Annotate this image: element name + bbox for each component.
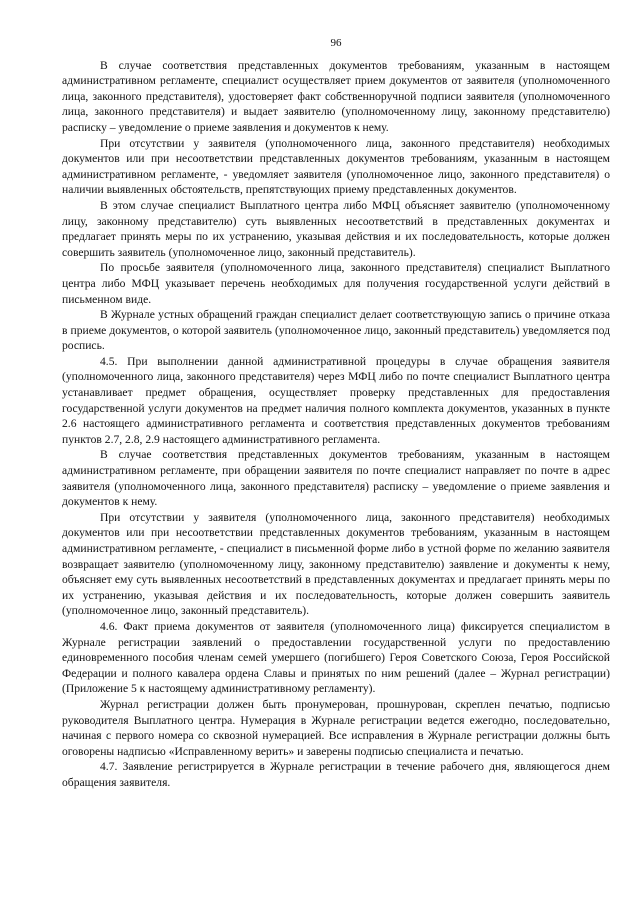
- paragraph-postal-acceptance: В случае соответствия представленных документов требованиям, указанным в настоящем административном регламенте, при обращении заявителя по почте специалист направляет по почте в адрес заявителя (уполномоченного лица, законного представителя) расписку – уведомление о приеме заявления и документов к нему.: [62, 448, 610, 509]
- document-page: [62, 36, 610, 791]
- paragraph-4-5: 4.5. При выполнении данной административной процедуры в случае обращения заявителя (уполномоченного лица, законного представителя) через МФЦ либо по почте специалист Выплатного центра устанавливает предмет обращения, осуществляет проверку представленных для предоставления государственной услуги документов на предмет наличия полного комплекта документов, указанных в пункте 2.6 настоящего административного регламента и соответствия представленных документов требованиям пунктов 2.7, 2.8, 2.9 настоящего административного регламента.: [62, 354, 610, 446]
- paragraph-4-6: 4.6. Факт приема документов от заявителя (уполномоченного лица) фиксируется специалистом в Журнале регистрации заявлений о предоставлении государственной услуги по предоставлению единовременного пособия членам семей умершего (погибшего) Героя Советского Союза, Героя Российской Федерации и полного кавалера ордена Славы и принятых по ним решений (далее – Журнал регистрации) (Приложение 5 к настоящему административному регламенту).: [62, 619, 610, 696]
- paragraph-written-list: По просьбе заявителя (уполномоченного лица, законного представителя) специалист Выплатного центра либо МФЦ указывает перечень необходимых для получения государственной услуги действий в письменном виде.: [62, 261, 610, 306]
- paragraph-missing-documents: При отсутствии у заявителя (уполномоченного лица, законного представителя) необходимых документов или при несоответствии представленных документов требованиям, указанным в настоящем административном регламенте, - уведомляет заявителя (уполномоченное лицо, законного представителя) о наличии выявленных обстоятельств, препятствующих приему представленных документов.: [62, 136, 610, 197]
- paragraph-journal-rules: Журнал регистрации должен быть пронумерован, прошнурован, скреплен печатью, подписью руководителя Выплатного центра. Нумерация в Журнале регистрации ведется ежегодно, последовательно, начиная с первого номера со сквозной нумерацией. Все исправления в Журнале регистрации должны быть оговорены надписью «Исправленному верить» и заверены подписью специалиста и печатью.: [62, 697, 610, 758]
- paragraph-oral-journal: В Журнале устных обращений граждан специалист делает соответствующую запись о причине отказа в приеме документов, о которой заявитель (уполномоченное лицо, законный представитель) уведомляется под роспись.: [62, 308, 610, 353]
- paragraph-4-7: 4.7. Заявление регистрируется в Журнале регистрации в течение рабочего дня, являющегося днем обращения заявителя.: [62, 760, 610, 789]
- page-number: 96: [330, 37, 342, 49]
- paragraph-explanation: В этом случае специалист Выплатного центра либо МФЦ объясняет заявителю (уполномоченному лицу, законному представителю) суть выявленных несоответствий в представленных документах и предлагает принять меры по их устранению, указывая действия и их последовательность, которые должен совершить заявитель (уполномоченное лицо, законный представитель).: [62, 198, 610, 259]
- paragraph-acceptance: В случае соответствия представленных документов требованиям, указанным в настоящем административном регламенте, специалист осуществляет прием документов от заявителя (уполномоченного лица, законного представителя), удостоверяет факт собственноручной подписи заявителя (уполномоченного лица, законного представителя) и выдает заявителю (уполномоченному лицу, законному представителю) расписку – уведомление о приеме заявления и документов к нему.: [62, 58, 610, 134]
- paragraph-postal-return: При отсутствии у заявителя (уполномоченного лица, законного представителя) необходимых документов или при несоответствии представленных документов требованиям, указанным в настоящем административном регламенте, - специалист в письменной форме либо в устной форме по желанию заявителя возвращает заявителю (уполномоченному лицу, законному представителю) заявление и документы к нему, объясняет ему суть выявленных несоответствий в представленных документах и предлагает принять меры по их устранению, указывая действия и их последовательность, которые должен совершить заявитель (уполномоченное лицо, законный представитель).: [62, 510, 610, 618]
